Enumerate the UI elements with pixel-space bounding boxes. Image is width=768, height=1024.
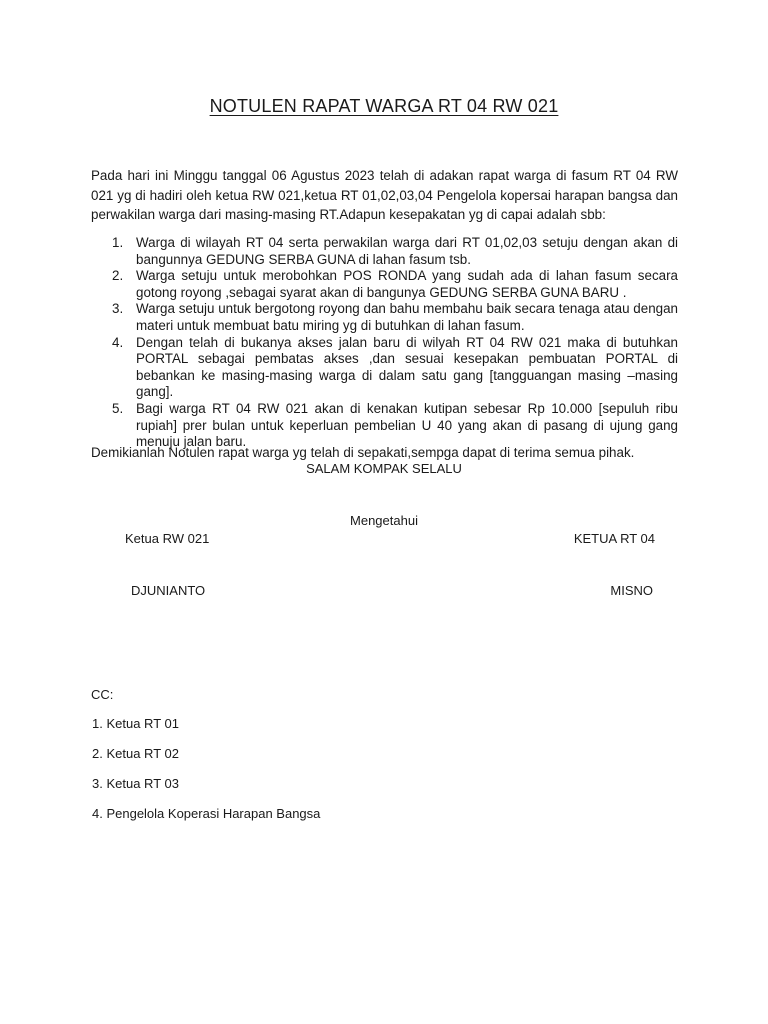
list-item [91, 335, 678, 401]
closing-paragraph: Demikianlah Notulen rapat warga yg telah di sepakati,sempga dapat di terima semua pihak. [91, 445, 635, 460]
cc-recipient: 3. Ketua RT 03 [92, 776, 179, 791]
signature-left-name: DJUNIANTO [131, 583, 206, 598]
list-item-text: Dengan telah di bukanya akses jalan baru di wilyah RT 04 RW 021 maka di butuhkan PORTAL sebagai pembatas akses ,dan sesuai kesepakan pembuatan PORTAL di bebankan ke masing-masing warga di dalam satu gang [tangguangan masing –masing gang]. [136, 334, 678, 400]
list-item-text: Bagi warga RT 04 RW 021 akan di kenakan kutipan sebesar Rp 10.000 [sepuluh ribu rupiah] prer bulan untuk keperluan pembelian U 40 yang akan di pasang di ujung gang menuju jalan baru. [136, 400, 678, 450]
list-item [91, 268, 678, 301]
intro-paragraph: Pada hari ini Minggu tanggal 06 Agustus 2023 telah di adakan rapat warga di fasum RT 04 RW 021 yg di hadiri oleh ketua RW 021,ketua RT 01,02,03,04 Pengelola kopersai harapan bangsa dan perwakilan warga dari masing-masing RT.Adapun kesepakatan yg di capai adalah sbb: [91, 168, 678, 222]
cc-recipient: 2. Ketua RT 02 [92, 746, 179, 761]
list-item-text: Warga setuju untuk bergotong royong dan bahu membahu baik secara tenaga atau dengan materi untuk membuat batu miring yg di butuhkan di lahan fasum. [136, 301, 678, 333]
list-item-number: 3. [112, 301, 124, 317]
list-item-text: Warga setuju untuk merobohkan POS RONDA yang sudah ada di lahan fasum secara gotong royong ,sebagai syarat akan di bangunya GEDUNG SERBA GUNA BARU . [136, 268, 678, 300]
salam-text: SALAM KOMPAK SELALU [306, 461, 462, 476]
list-item-number: 1. [112, 235, 124, 250]
cc-list [92, 716, 320, 836]
list-item [91, 235, 678, 268]
signature-right-title: KETUA RT 04 [573, 531, 655, 546]
signature-right-name: MISNO [610, 583, 653, 598]
cc-recipient: 1. Ketua RT 01 [92, 716, 179, 731]
cc-label: CC: [91, 687, 114, 702]
cc-recipient: 4. Pengelola Koperasi Harapan Bangsa [92, 806, 321, 821]
list-item-number: 2. [112, 268, 124, 284]
agreement-list [91, 235, 678, 451]
mengetahui-label: Mengetahui [350, 513, 418, 528]
list-item [91, 301, 678, 334]
list-item-number: 5. [112, 400, 124, 416]
list-item-number: 4. [112, 334, 124, 350]
document-title: NOTULEN RAPAT WARGA RT 04 RW 021 [209, 96, 559, 116]
list-item-text: Warga di wilayah RT 04 serta perwakilan warga dari RT 01,02,03 setuju dengan akan di bangunnya GEDUNG SERBA GUNA di lahan fasum tsb. [136, 235, 678, 267]
signature-left-title: Ketua RW 021 [125, 531, 210, 546]
